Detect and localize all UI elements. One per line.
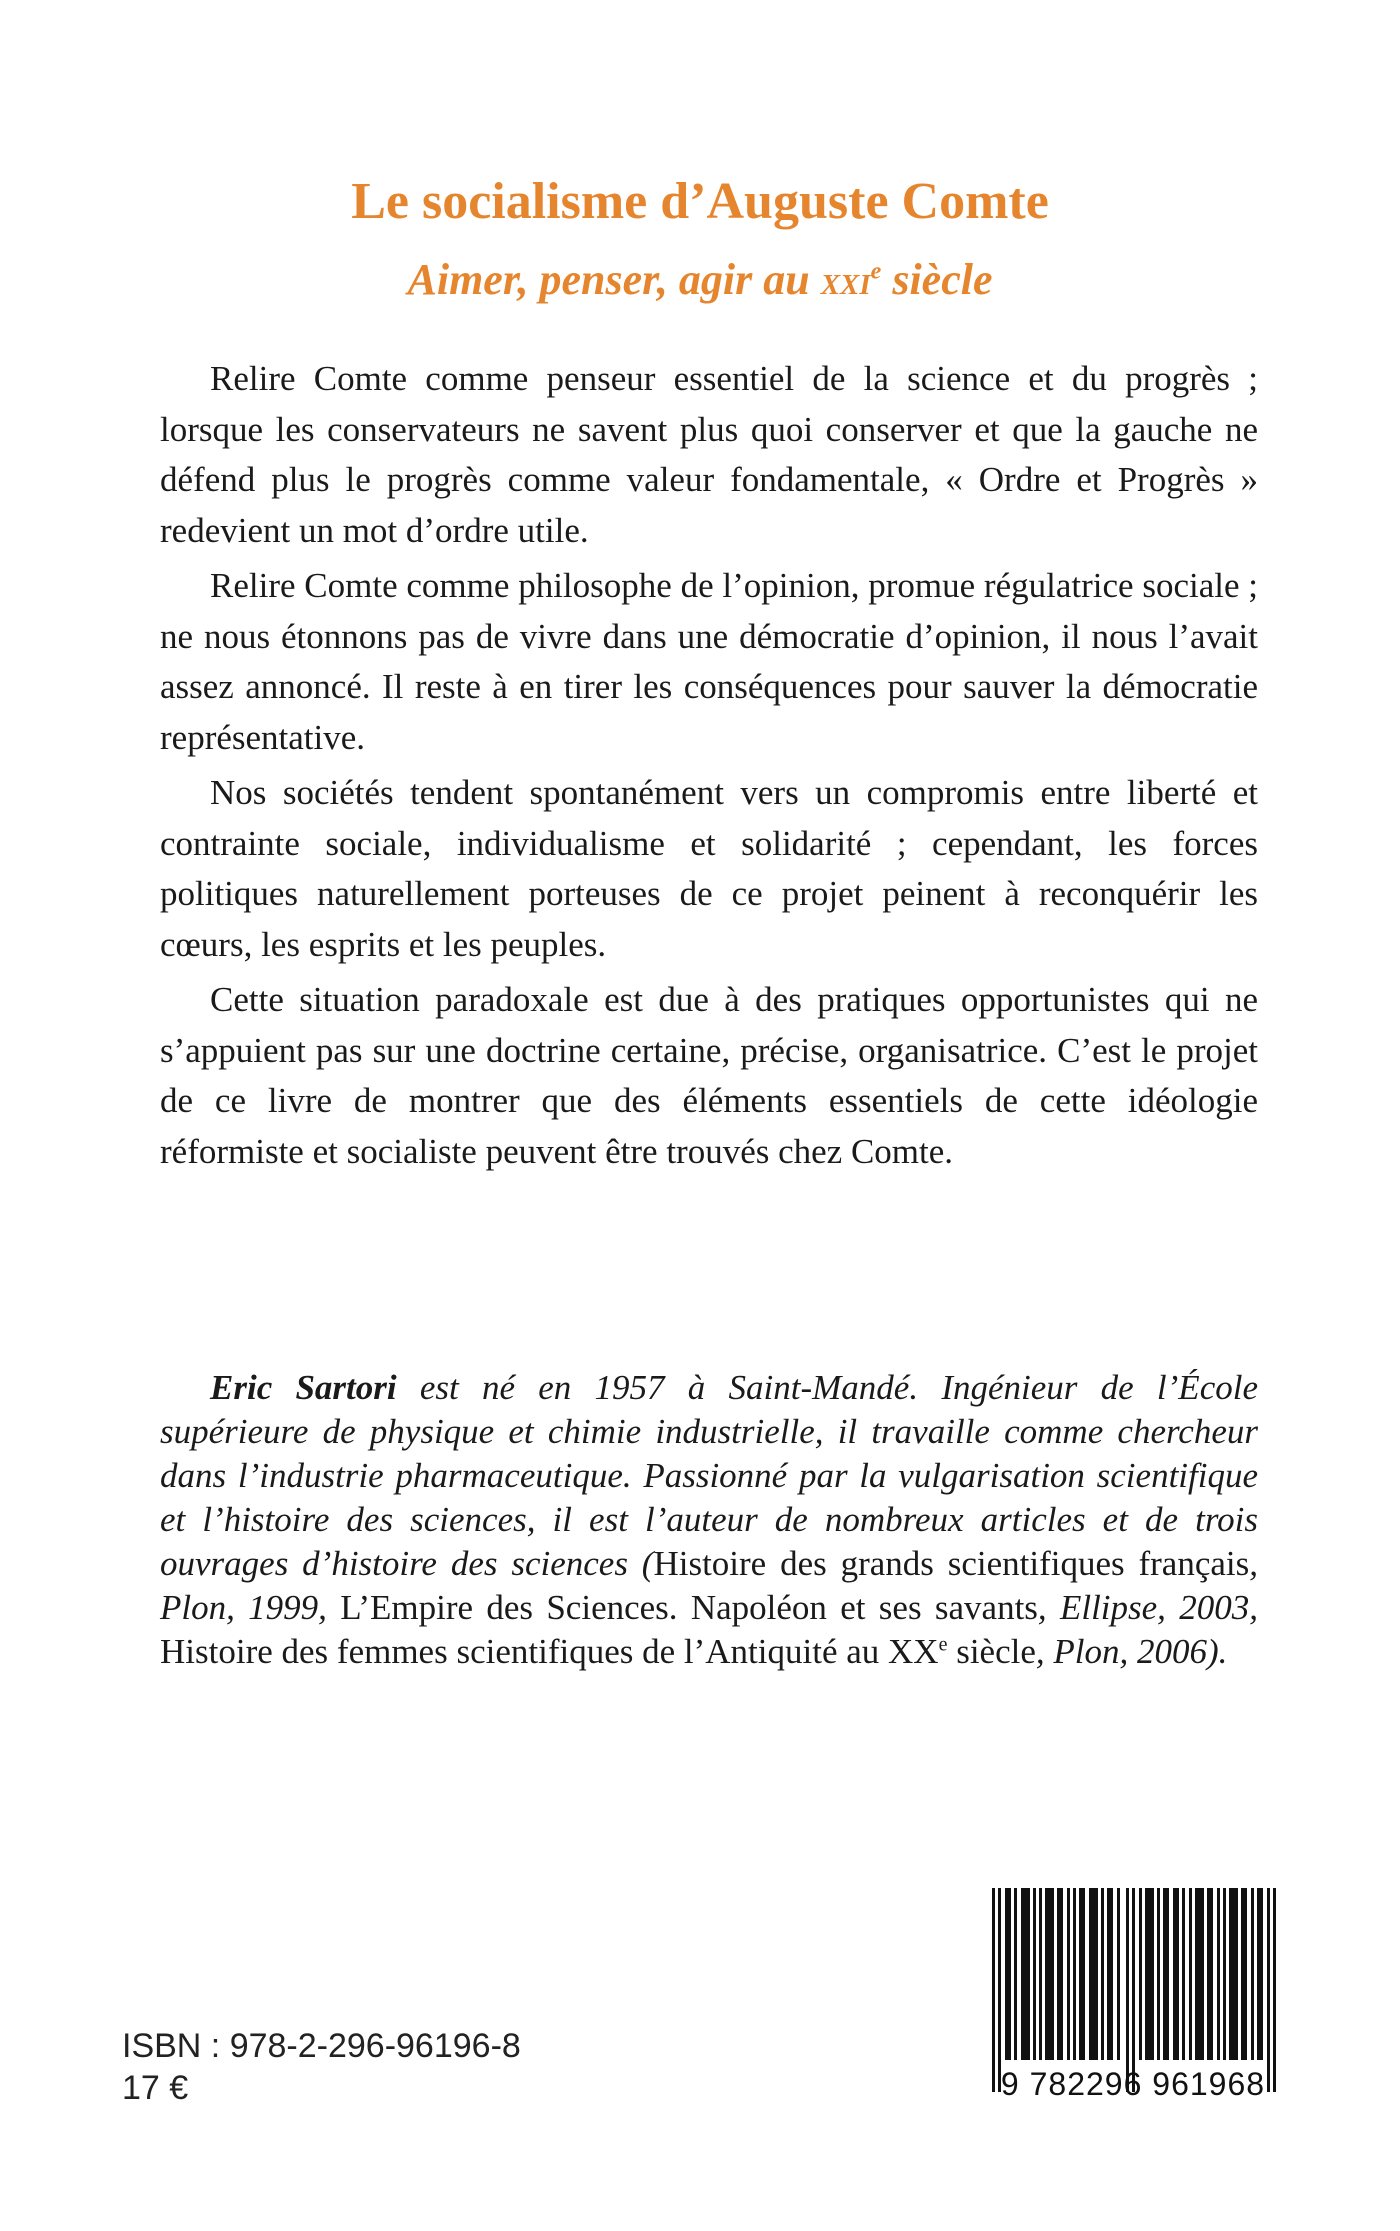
- isbn: ISBN : 978-2-296-96196-8: [122, 2027, 521, 2065]
- subtitle-century: xxi: [820, 258, 871, 304]
- book-title: Le socialisme d’Auguste Comte: [351, 173, 1049, 230]
- price: 17 €: [122, 2069, 189, 2107]
- bio-publisher: , Plon, 2006).: [1035, 1632, 1228, 1671]
- barcode-number: 9 782296 961968: [1000, 2066, 1266, 2102]
- blurb-paragraph: Nos sociétés tendent spontanément vers un compromis entre liberté et contrainte sociale, individualisme et solidarité ; cependant, les forces politiques naturellement porteuses de ce projet peinent à reconquérir les cœurs, les esprits et les peuples.: [160, 773, 1258, 964]
- bio-book-title: L’Empire des Sciences. Napoléon et ses savants: [340, 1588, 1038, 1627]
- back-cover-blurb: [160, 354, 1258, 1182]
- bio-book-title: Histoire des femmes scientifiques de l’Antiquité au XX: [160, 1632, 939, 1671]
- bio-text: est né en 1957 à Saint-Mandé. Ingénieur de l’École supérieure de physique et chimie industrielle, il travaille comme chercheur dans l’industrie pharmaceutique. Passionné par la vulgarisation scientifique et l’histoire des sciences, il est l’auteur de nombreux articles et de trois ouvrages d’histoire des sciences (: [160, 1368, 1258, 1583]
- subtitle-century-sup: e: [870, 258, 882, 285]
- author-name: Eric Sartori: [210, 1368, 397, 1407]
- bio-publisher: , Ellipse, 2003,: [1037, 1588, 1258, 1627]
- subtitle-end: siècle: [881, 255, 993, 304]
- book-subtitle: [0, 252, 1400, 309]
- bio-book-title: Histoire des grands scientifiques français: [653, 1544, 1250, 1583]
- blurb-paragraph: Relire Comte comme philosophe de l’opinion, promue régulatrice sociale ; ne nous étonnons pas de vivre dans une démocratie d’opinion, il nous l’avait assez annoncé. Il reste à en tirer les conséquences pour sauver la démocratie représentative.: [160, 566, 1258, 757]
- barcode: [978, 1888, 1288, 2092]
- blurb-paragraph: Cette situation paradoxale est due à des pratiques opportunistes qui ne s’appuient pas sur une doctrine certaine, précise, organisatrice. C’est le projet de ce livre de montrer que des éléments essentiels de cette idéologie réformiste et socialiste peuvent être trouvés chez Comte.: [160, 980, 1258, 1171]
- subtitle-start: Aimer, penser, agir au: [407, 255, 821, 304]
- bio-publisher: , Plon, 1999,: [160, 1544, 1258, 1627]
- bio-book-title-sup: e: [938, 1633, 948, 1656]
- bio-book-title: siècle: [947, 1632, 1036, 1671]
- blurb-paragraph: Relire Comte comme penseur essentiel de la science et du progrès ; lorsque les conservateurs ne savent plus quoi conserver et que la gauche ne défend plus le progrès comme valeur fondamentale, « Ordre et Progrès » redevient un mot d’ordre utile.: [160, 359, 1258, 550]
- author-bio: [160, 1366, 1258, 1674]
